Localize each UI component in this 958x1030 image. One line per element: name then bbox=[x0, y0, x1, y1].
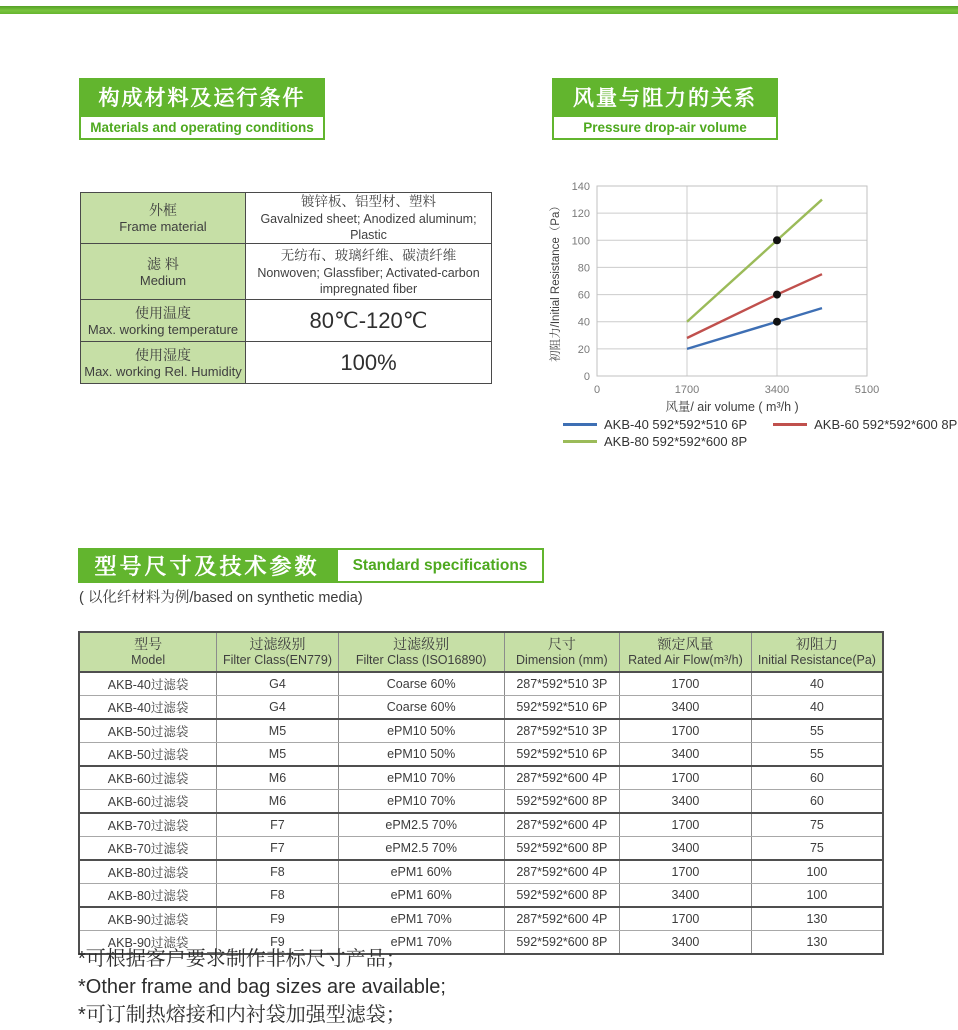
specs-cell: 592*592*600 8P bbox=[504, 884, 620, 908]
specs-cell: AKB-50过滤袋 bbox=[79, 719, 217, 743]
specs-cell: Coarse 60% bbox=[338, 672, 504, 696]
materials-row-label bbox=[81, 193, 246, 244]
specs-cell: F8 bbox=[217, 860, 339, 884]
specs-cell: 287*592*600 4P bbox=[504, 907, 620, 931]
y-tick-label: 100 bbox=[571, 235, 590, 248]
specs-cell: F9 bbox=[217, 931, 339, 955]
specs-row bbox=[79, 907, 883, 931]
specs-cell: 287*592*600 4P bbox=[504, 813, 620, 837]
specs-cell: ePM2.5 70% bbox=[338, 813, 504, 837]
specs-header-zh: 额定风量 bbox=[657, 636, 714, 652]
specs-cell: 100 bbox=[751, 884, 883, 908]
materials-row-value bbox=[246, 342, 492, 384]
materials-row bbox=[81, 244, 492, 300]
y-tick-label: 40 bbox=[577, 316, 590, 329]
specs-header-cell bbox=[620, 632, 752, 672]
specs-header-zh: 过滤级别 bbox=[393, 636, 450, 652]
specs-cell: 3400 bbox=[620, 884, 752, 908]
specs-cell: AKB-90过滤袋 bbox=[79, 931, 217, 955]
specs-section-title-en: Standard specifications bbox=[336, 548, 544, 583]
specs-cell: AKB-40过滤袋 bbox=[79, 696, 217, 720]
y-tick-label: 80 bbox=[577, 262, 590, 275]
materials-row-label bbox=[81, 244, 246, 300]
materials-value-line: 镀锌板、铝型材、塑料 bbox=[301, 194, 436, 209]
specs-cell: 100 bbox=[751, 860, 883, 884]
specs-cell: ePM1 70% bbox=[338, 931, 504, 955]
y-tick-label: 140 bbox=[571, 181, 590, 193]
legend-line-swatch-icon bbox=[773, 423, 807, 426]
materials-value-line: impregnated fiber bbox=[319, 281, 418, 296]
specs-cell: F7 bbox=[217, 837, 339, 861]
data-point-marker bbox=[773, 318, 781, 326]
legend-line-swatch-icon bbox=[563, 440, 597, 443]
specs-cell: 55 bbox=[751, 743, 883, 767]
x-tick-label: 5100 bbox=[854, 384, 880, 396]
chart-section-title-zh: 风量与阻力的关系 bbox=[552, 78, 778, 115]
materials-row-value bbox=[246, 193, 492, 244]
legend-label: AKB-80 592*592*600 8P bbox=[604, 434, 748, 449]
specs-cell: 55 bbox=[751, 719, 883, 743]
specs-cell: 1700 bbox=[620, 907, 752, 931]
y-tick-label: 0 bbox=[583, 371, 590, 383]
specs-cell: 287*592*600 4P bbox=[504, 766, 620, 790]
materials-row-label bbox=[81, 300, 246, 342]
y-tick-label: 120 bbox=[571, 208, 590, 221]
legend-item bbox=[563, 417, 747, 432]
specs-cell: M5 bbox=[217, 719, 339, 743]
materials-table bbox=[80, 192, 492, 384]
specs-cell: AKB-70过滤袋 bbox=[79, 813, 217, 837]
pressure-drop-chart bbox=[545, 176, 957, 450]
materials-value-line: Nonwoven; Glassfiber; Activated-carbon bbox=[257, 265, 480, 280]
materials-label-en: Max. working Rel. Humidity bbox=[84, 363, 242, 379]
specs-cell: 592*592*510 6P bbox=[504, 696, 620, 720]
specs-cell: ePM10 50% bbox=[338, 719, 504, 743]
specs-header-row bbox=[79, 632, 883, 672]
top-green-bar bbox=[0, 6, 958, 14]
specs-cell: F8 bbox=[217, 884, 339, 908]
specs-cell: 75 bbox=[751, 813, 883, 837]
specs-row bbox=[79, 837, 883, 861]
specs-cell: 3400 bbox=[620, 696, 752, 720]
materials-value-line: 100% bbox=[340, 349, 397, 375]
data-point-marker bbox=[773, 236, 781, 244]
specs-header-cell bbox=[79, 632, 217, 672]
specs-cell: 592*592*510 6P bbox=[504, 743, 620, 767]
specs-cell: ePM10 50% bbox=[338, 743, 504, 767]
y-axis-title: 初阻力/Initial Resistance（Pa） bbox=[550, 200, 562, 362]
specs-cell: G4 bbox=[217, 696, 339, 720]
specs-header-zh: 型号 bbox=[134, 636, 163, 652]
legend-line-swatch-icon bbox=[563, 423, 597, 426]
materials-label-zh: 外框 bbox=[149, 202, 177, 218]
specs-cell: 287*592*510 3P bbox=[504, 719, 620, 743]
legend-item bbox=[773, 417, 957, 432]
materials-label-zh: 滤 料 bbox=[147, 255, 179, 272]
specs-cell: 3400 bbox=[620, 790, 752, 814]
materials-label-zh: 使用温度 bbox=[135, 304, 191, 321]
series-line bbox=[687, 200, 822, 322]
specs-cell: 287*592*510 3P bbox=[504, 672, 620, 696]
chart-section-title-en: Pressure drop-air volume bbox=[552, 115, 778, 140]
specs-cell: 1700 bbox=[620, 766, 752, 790]
footnotes bbox=[78, 945, 446, 1029]
x-axis-title: 风量/ air volume ( m³/h ) bbox=[665, 400, 799, 414]
specs-row bbox=[79, 884, 883, 908]
specs-cell: F7 bbox=[217, 813, 339, 837]
legend-label: AKB-40 592*592*510 6P bbox=[604, 417, 748, 432]
specs-header-en: Dimension (mm) bbox=[516, 653, 608, 667]
specs-cell: 130 bbox=[751, 931, 883, 955]
specs-header-zh: 过滤级别 bbox=[249, 636, 306, 652]
specs-header-en: Filter Class(EN779) bbox=[222, 653, 332, 667]
materials-label-zh: 使用湿度 bbox=[135, 346, 191, 363]
materials-value-line: Gavalnized sheet; Anodized aluminum; Plastic bbox=[260, 212, 477, 242]
specs-cell: 3400 bbox=[620, 837, 752, 861]
specs-cell: 40 bbox=[751, 696, 883, 720]
materials-row bbox=[81, 342, 492, 384]
specs-header-zh: 尺寸 bbox=[547, 636, 576, 652]
materials-label-en: Max. working temperature bbox=[87, 321, 239, 337]
specs-cell: ePM1 70% bbox=[338, 907, 504, 931]
materials-value-line: 无纺布、玻璃纤维、碳渍纤维 bbox=[280, 247, 457, 263]
specs-row bbox=[79, 860, 883, 884]
specs-cell: 592*592*600 8P bbox=[504, 931, 620, 955]
specs-cell: M5 bbox=[217, 743, 339, 767]
chart-legend bbox=[545, 416, 957, 450]
specs-cell: 3400 bbox=[620, 931, 752, 955]
specs-cell: AKB-70过滤袋 bbox=[79, 837, 217, 861]
specs-cell: 75 bbox=[751, 837, 883, 861]
materials-section-title-en: Materials and operating conditions bbox=[79, 115, 325, 140]
materials-section-title-zh: 构成材料及运行条件 bbox=[79, 78, 325, 115]
legend-row bbox=[563, 416, 957, 433]
specs-cell: AKB-60过滤袋 bbox=[79, 790, 217, 814]
specs-cell: 60 bbox=[751, 790, 883, 814]
specs-row bbox=[79, 790, 883, 814]
specs-row bbox=[79, 743, 883, 767]
specs-cell: AKB-80过滤袋 bbox=[79, 860, 217, 884]
specs-section-header bbox=[78, 548, 544, 583]
specs-header-en: Initial Resistance(Pa) bbox=[757, 653, 876, 667]
materials-row-value bbox=[246, 300, 492, 342]
x-tick-label: 0 bbox=[593, 384, 601, 396]
data-point-marker bbox=[773, 291, 781, 299]
materials-row-label bbox=[81, 342, 246, 384]
materials-label-en: Medium bbox=[139, 272, 187, 288]
materials-label-en: Frame material bbox=[119, 219, 207, 234]
specs-cell: 1700 bbox=[620, 672, 752, 696]
legend-item bbox=[563, 434, 747, 449]
materials-row bbox=[81, 300, 492, 342]
specs-cell: 1700 bbox=[620, 719, 752, 743]
x-tick-label: 1700 bbox=[674, 384, 700, 396]
specs-cell: 3400 bbox=[620, 743, 752, 767]
materials-row bbox=[81, 193, 492, 244]
specs-cell: AKB-80过滤袋 bbox=[79, 884, 217, 908]
materials-section-header bbox=[79, 78, 325, 140]
specs-media-note: ( 以化纤材料为例/based on synthetic media) bbox=[79, 590, 363, 606]
specs-cell: 592*592*600 8P bbox=[504, 837, 620, 861]
y-tick-label: 60 bbox=[577, 289, 590, 302]
materials-value-line: 80℃-120℃ bbox=[309, 307, 428, 333]
specs-cell: 592*592*600 8P bbox=[504, 790, 620, 814]
specs-cell: AKB-90过滤袋 bbox=[79, 907, 217, 931]
specs-cell: 1700 bbox=[620, 813, 752, 837]
y-tick-label: 20 bbox=[577, 343, 590, 356]
specs-row bbox=[79, 672, 883, 696]
x-tick-label: 3400 bbox=[764, 384, 790, 396]
specs-cell: F9 bbox=[217, 907, 339, 931]
specs-cell: M6 bbox=[217, 790, 339, 814]
specs-cell: ePM10 70% bbox=[338, 790, 504, 814]
specs-header-en: Filter Class (ISO16890) bbox=[355, 653, 487, 667]
specs-cell: AKB-50过滤袋 bbox=[79, 743, 217, 767]
specs-cell: 130 bbox=[751, 907, 883, 931]
specs-cell: 287*592*600 4P bbox=[504, 860, 620, 884]
specs-cell: ePM10 70% bbox=[338, 766, 504, 790]
specs-cell: ePM1 60% bbox=[338, 884, 504, 908]
specs-section-title-zh: 型号尺寸及技术参数 bbox=[78, 548, 336, 583]
specs-cell: 1700 bbox=[620, 860, 752, 884]
specs-cell: ePM1 60% bbox=[338, 860, 504, 884]
specs-cell: 40 bbox=[751, 672, 883, 696]
specs-header-cell bbox=[751, 632, 883, 672]
specs-cell: AKB-40过滤袋 bbox=[79, 672, 217, 696]
specs-cell: AKB-60过滤袋 bbox=[79, 766, 217, 790]
specs-header-zh: 初阻力 bbox=[795, 636, 838, 652]
specs-header-cell bbox=[338, 632, 504, 672]
specs-cell: ePM2.5 70% bbox=[338, 837, 504, 861]
specs-row bbox=[79, 696, 883, 720]
chart-section-header bbox=[552, 78, 778, 140]
specs-header-en: Model bbox=[131, 653, 166, 667]
specs-cell: G4 bbox=[217, 672, 339, 696]
legend-label: AKB-60 592*592*600 8P bbox=[814, 417, 958, 432]
footnote-line: *可根据客户要求制作非标尺寸产品； bbox=[78, 948, 406, 970]
specs-cell: Coarse 60% bbox=[338, 696, 504, 720]
specs-cell: M6 bbox=[217, 766, 339, 790]
pressure-drop-chart-plot bbox=[545, 176, 957, 416]
specs-row bbox=[79, 766, 883, 790]
specs-table bbox=[78, 631, 884, 955]
specs-row bbox=[79, 719, 883, 743]
specs-header-cell bbox=[217, 632, 339, 672]
specs-cell: 60 bbox=[751, 766, 883, 790]
specs-header-en: Rated Air Flow(m³/h) bbox=[628, 653, 743, 667]
materials-row-value bbox=[246, 244, 492, 300]
specs-header-cell bbox=[504, 632, 620, 672]
footnote-line: *Other frame and bag sizes are available; bbox=[78, 976, 446, 998]
legend-row bbox=[563, 433, 957, 450]
specs-row bbox=[79, 813, 883, 837]
footnote-line: *可订制热熔接和内衬袋加强型滤袋； bbox=[78, 1004, 406, 1026]
